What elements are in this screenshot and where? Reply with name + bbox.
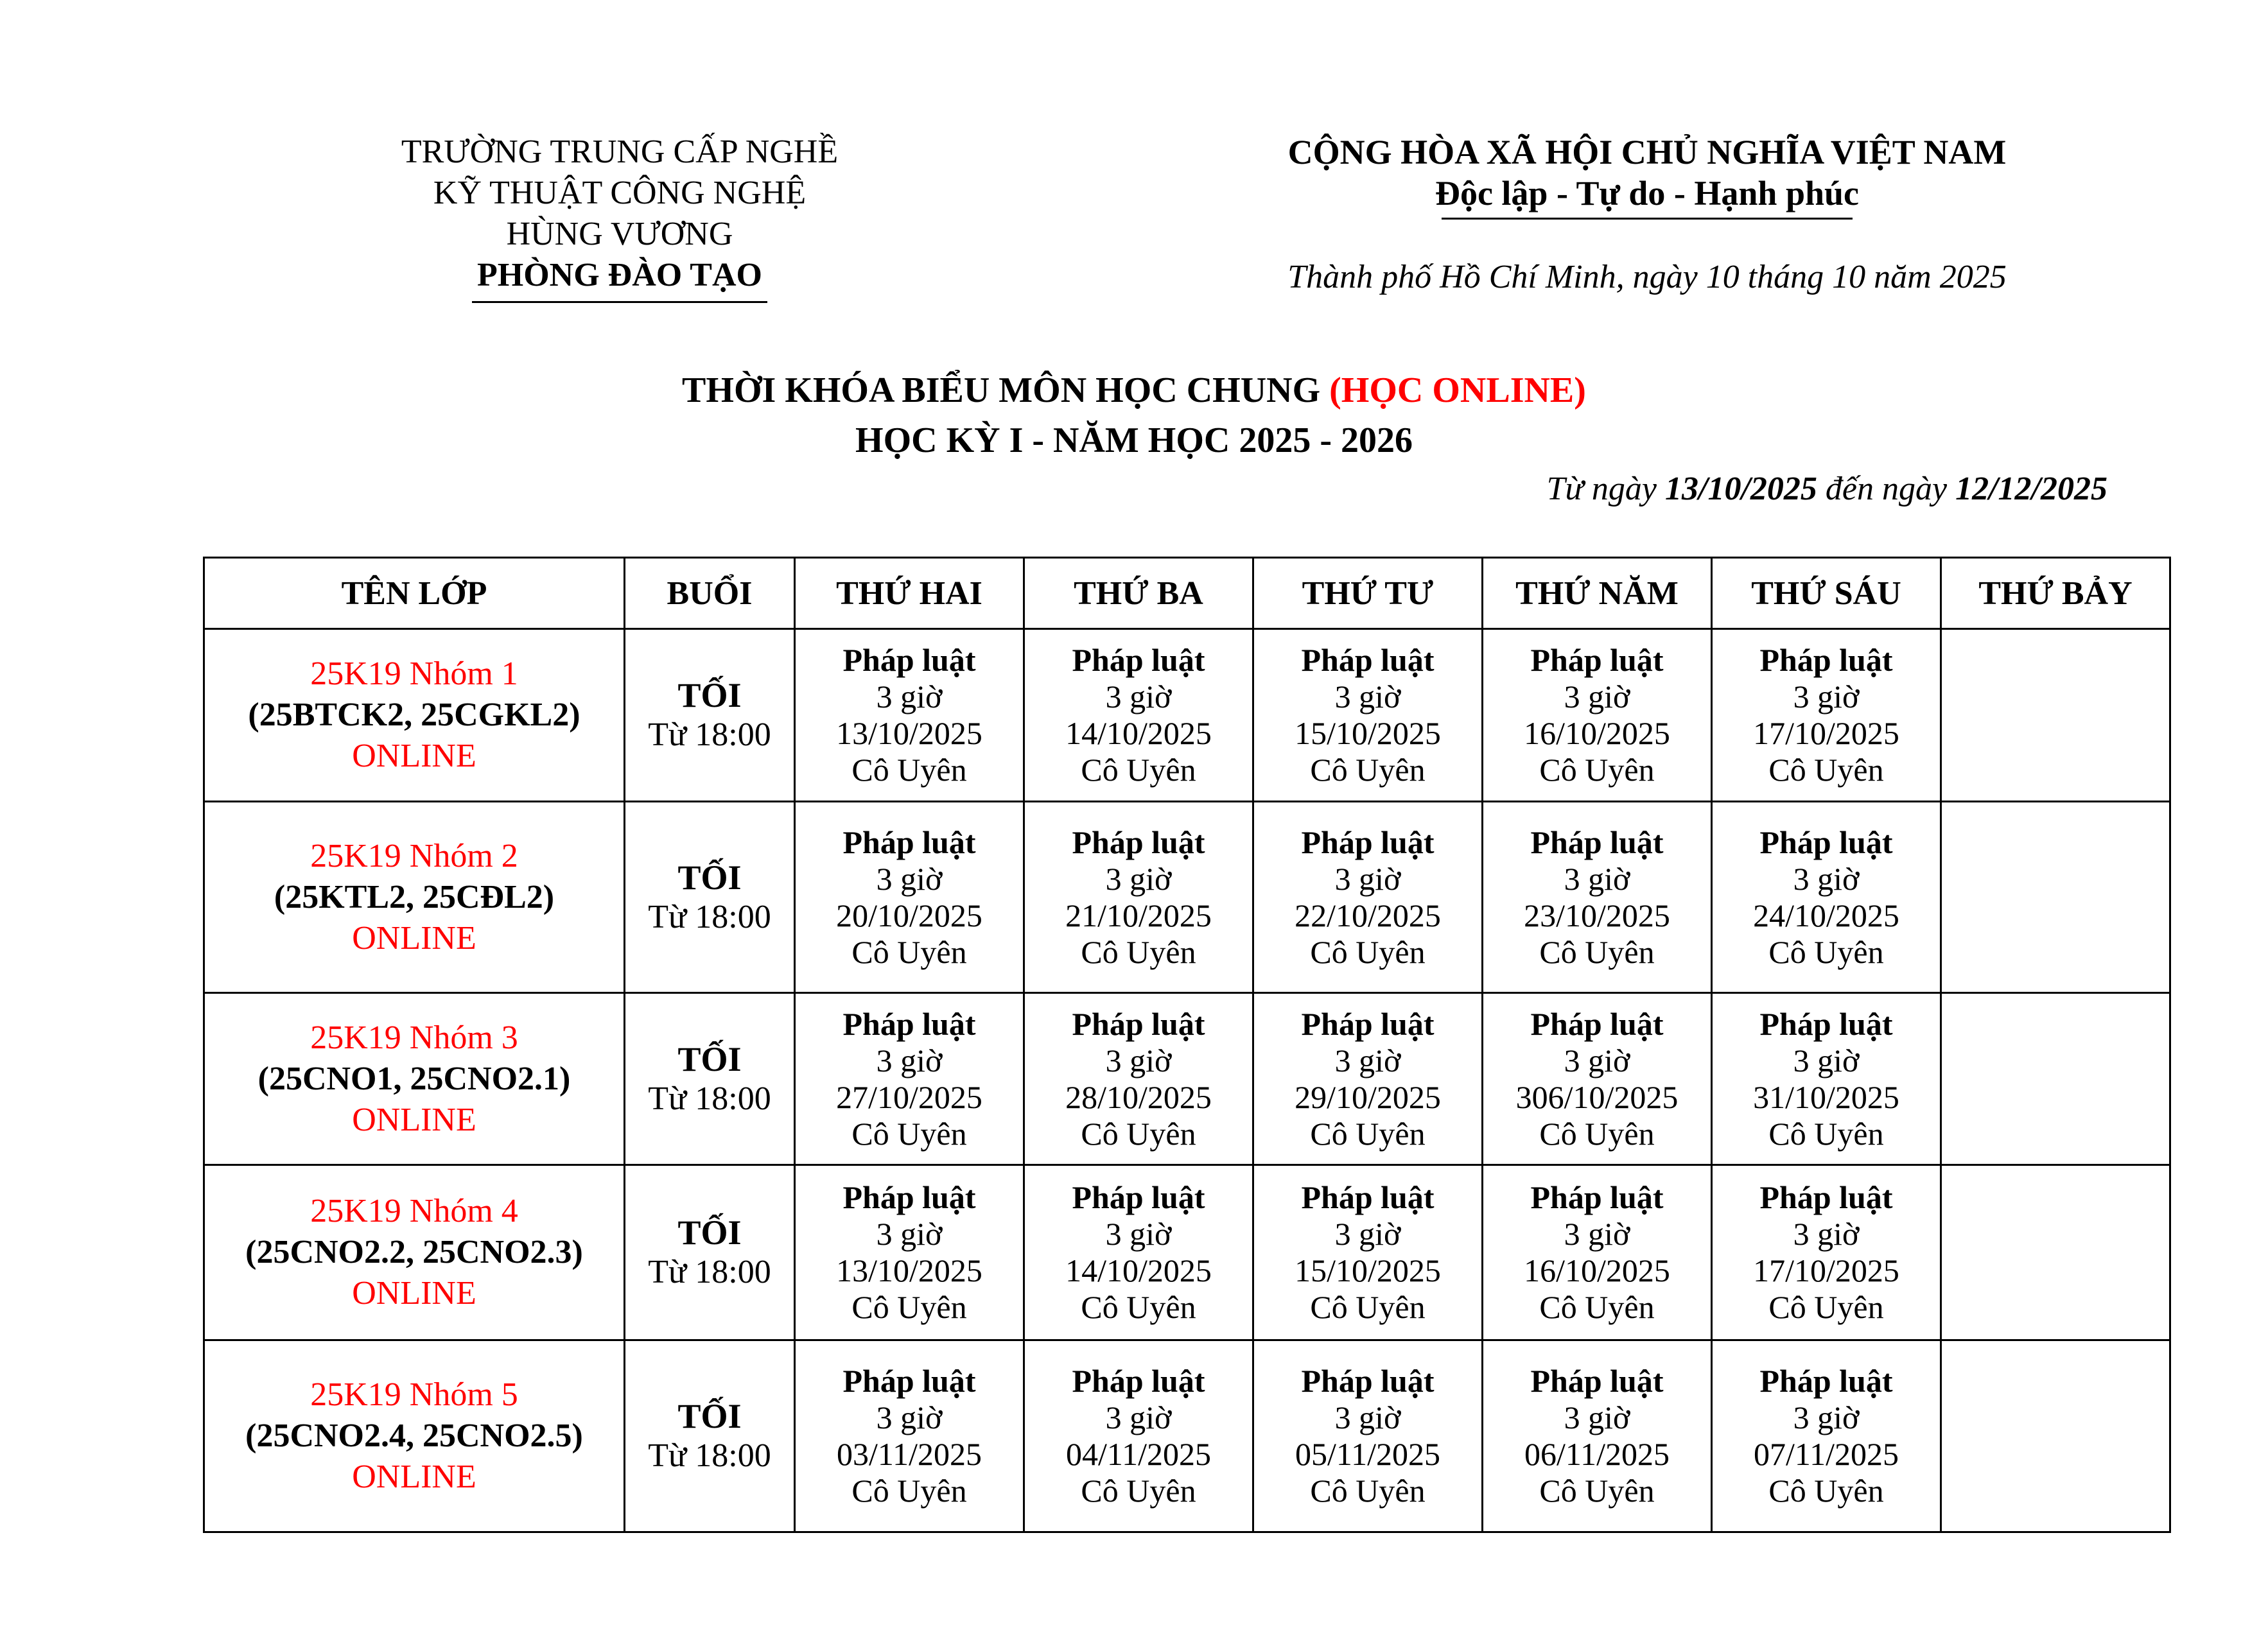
lesson-date: 14/10/2025 [1065, 1252, 1212, 1288]
column-header: THỨ NĂM [1483, 558, 1712, 629]
table-row [204, 629, 2170, 802]
subject: Pháp luật [1759, 824, 1893, 860]
hours: 3 giờ [1105, 1042, 1172, 1078]
lesson-date: 27/10/2025 [836, 1078, 982, 1115]
table-header-row [204, 558, 2170, 629]
hours: 3 giờ [1564, 679, 1630, 715]
subject: Pháp luật [1759, 642, 1893, 678]
school-name-line2: KỸ THUẬT CÔNG NGHỆ [433, 175, 807, 211]
teacher: Cô Uyên [1081, 1289, 1196, 1325]
teacher: Cô Uyên [851, 933, 967, 970]
day-cell [1483, 629, 1712, 802]
school-name-line1: TRƯỜNG TRUNG CẤP NGHỀ [401, 134, 839, 170]
teacher: Cô Uyên [1310, 1473, 1426, 1509]
class-codes: (25KTL2, 25CĐL2) [274, 878, 555, 915]
session-cell [625, 1165, 795, 1340]
subject: Pháp luật [1072, 642, 1205, 678]
day-cell [1483, 1165, 1712, 1340]
teacher: Cô Uyên [851, 1473, 967, 1509]
hours: 3 giờ [1793, 1399, 1860, 1435]
class-cell [204, 629, 625, 802]
subject: Pháp luật [1301, 824, 1435, 860]
lesson-date: 306/10/2025 [1515, 1078, 1679, 1115]
teacher: Cô Uyên [1768, 1473, 1884, 1509]
teacher: Cô Uyên [1081, 933, 1196, 970]
class-mode: ONLINE [352, 919, 476, 957]
session-time: Từ 18:00 [648, 716, 771, 753]
subject: Pháp luật [1301, 1363, 1435, 1399]
lesson-date: 20/10/2025 [836, 897, 982, 933]
day-cell [1253, 1340, 1483, 1532]
subject: Pháp luật [1530, 1363, 1664, 1399]
lesson-date: 07/11/2025 [1754, 1436, 1899, 1472]
subject: Pháp luật [842, 824, 976, 860]
subject: Pháp luật [842, 1179, 976, 1215]
class-codes: (25CNO2.4, 25CNO2.5) [245, 1417, 583, 1454]
hours: 3 giờ [1793, 860, 1860, 897]
teacher: Cô Uyên [1539, 933, 1655, 970]
day-cell [1024, 1165, 1253, 1340]
class-cell [204, 1340, 625, 1532]
lesson-date: 03/11/2025 [837, 1436, 982, 1472]
column-header: THỨ BẢY [1941, 558, 2170, 629]
hours: 3 giờ [1334, 1216, 1401, 1252]
national-header [1207, 132, 2087, 298]
lesson-date: 13/10/2025 [836, 1252, 982, 1288]
table-row [204, 993, 2170, 1165]
day-cell [795, 802, 1024, 993]
day-cell-empty [1941, 993, 2170, 1165]
hours: 3 giờ [876, 860, 943, 897]
session-cell [625, 629, 795, 802]
lesson-date: 22/10/2025 [1295, 897, 1441, 933]
table-row [204, 802, 2170, 993]
day-cell-empty [1941, 1165, 2170, 1340]
teacher: Cô Uyên [1768, 1115, 1884, 1152]
day-cell-empty [1941, 802, 2170, 993]
session-time: Từ 18:00 [648, 1080, 771, 1117]
subject: Pháp luật [1072, 824, 1205, 860]
subject: Pháp luật [1530, 1179, 1664, 1215]
document-term: HỌC KỲ I - NĂM HỌC 2025 - 2026 [855, 420, 1413, 460]
lesson-date: 24/10/2025 [1753, 897, 1899, 933]
date-range [1547, 470, 2107, 508]
teacher: Cô Uyên [1310, 1115, 1426, 1152]
subject: Pháp luật [842, 642, 976, 678]
subject: Pháp luật [1759, 1363, 1893, 1399]
lesson-date: 29/10/2025 [1295, 1078, 1441, 1115]
day-cell [1253, 629, 1483, 802]
schedule-table [203, 557, 2171, 1533]
teacher: Cô Uyên [1539, 1473, 1655, 1509]
class-cell [204, 993, 625, 1165]
motto-underline [1442, 218, 1853, 220]
subject: Pháp luật [1072, 1005, 1205, 1042]
day-cell [1253, 993, 1483, 1165]
lesson-date: 06/11/2025 [1524, 1436, 1670, 1472]
day-cell [1024, 629, 1253, 802]
title-main: THỜI KHÓA BIỂU MÔN HỌC CHUNG [682, 370, 1330, 410]
class-name: 25K19 Nhóm 2 [310, 837, 518, 874]
national-title: CỘNG HÒA XÃ HỘI CHỦ NGHĨA VIỆT NAM [1287, 133, 2007, 171]
date-range-from: 13/10/2025 [1665, 471, 1817, 507]
subject: Pháp luật [1072, 1179, 1205, 1215]
subject: Pháp luật [1530, 642, 1664, 678]
session-name: TỐI [677, 1397, 742, 1435]
column-header: THỨ BA [1024, 558, 1253, 629]
day-cell [1712, 1340, 1941, 1532]
column-header: BUỔI [625, 558, 795, 629]
class-name: 25K19 Nhóm 3 [310, 1019, 518, 1056]
day-cell [795, 1340, 1024, 1532]
class-name: 25K19 Nhóm 4 [310, 1193, 518, 1229]
teacher: Cô Uyên [1310, 752, 1426, 788]
lesson-date: 31/10/2025 [1753, 1078, 1899, 1115]
day-cell [1712, 993, 1941, 1165]
teacher: Cô Uyên [1081, 1473, 1196, 1509]
subject: Pháp luật [1072, 1363, 1205, 1399]
table-row [204, 1340, 2170, 1532]
hours: 3 giờ [876, 1399, 943, 1435]
day-cell [1024, 1340, 1253, 1532]
class-cell [204, 1165, 625, 1340]
lesson-date: 14/10/2025 [1065, 715, 1212, 751]
teacher: Cô Uyên [1768, 933, 1884, 970]
class-codes: (25CNO1, 25CNO2.1) [257, 1060, 571, 1097]
day-cell [1712, 802, 1941, 993]
hours: 3 giờ [1334, 860, 1401, 897]
hours: 3 giờ [1105, 679, 1172, 715]
hours: 3 giờ [876, 679, 943, 715]
session-cell [625, 802, 795, 993]
column-header: THỨ HAI [795, 558, 1024, 629]
class-codes: (25BTCK2, 25CGKL2) [248, 697, 580, 733]
teacher: Cô Uyên [1539, 752, 1655, 788]
document-title [0, 370, 2268, 411]
day-cell [795, 629, 1024, 802]
hours: 3 giờ [1564, 1216, 1630, 1252]
day-cell [795, 993, 1024, 1165]
date-range-to-label: đến ngày [1817, 471, 1956, 507]
day-cell [795, 1165, 1024, 1340]
class-codes: (25CNO2.2, 25CNO2.3) [245, 1234, 583, 1270]
lesson-date: 13/10/2025 [836, 715, 982, 751]
subject: Pháp luật [1530, 1005, 1664, 1042]
hours: 3 giờ [1105, 1399, 1172, 1435]
class-mode: ONLINE [352, 1275, 476, 1312]
subject: Pháp luật [1530, 824, 1664, 860]
hours: 3 giờ [1334, 679, 1401, 715]
hours: 3 giờ [1793, 1042, 1860, 1078]
subject: Pháp luật [1301, 642, 1435, 678]
day-cell [1253, 802, 1483, 993]
class-mode: ONLINE [352, 1101, 476, 1138]
lesson-date: 21/10/2025 [1065, 897, 1212, 933]
day-cell-empty [1941, 1340, 2170, 1532]
session-name: TỐI [677, 1213, 742, 1252]
national-motto: Độc lập - Tự do - Hạnh phúc [1435, 174, 1860, 212]
school-name-line3: HÙNG VƯƠNG [506, 216, 733, 252]
subject: Pháp luật [1759, 1005, 1893, 1042]
hours: 3 giờ [1564, 1042, 1630, 1078]
hours: 3 giờ [1105, 1216, 1172, 1252]
teacher: Cô Uyên [851, 1115, 967, 1152]
teacher: Cô Uyên [1768, 752, 1884, 788]
day-cell [1253, 1165, 1483, 1340]
day-cell [1483, 1340, 1712, 1532]
class-name: 25K19 Nhóm 5 [310, 1376, 518, 1413]
lesson-date: 15/10/2025 [1295, 715, 1441, 751]
teacher: Cô Uyên [1539, 1289, 1655, 1325]
hours: 3 giờ [1564, 1399, 1630, 1435]
class-mode: ONLINE [352, 1459, 476, 1495]
hours: 3 giờ [876, 1042, 943, 1078]
department-underline [472, 301, 767, 303]
document-dateline: Thành phố Hồ Chí Minh, ngày 10 tháng 10 năm 2025 [1287, 259, 2007, 295]
teacher: Cô Uyên [851, 1289, 967, 1325]
session-time: Từ 18:00 [648, 898, 771, 935]
hours: 3 giờ [1793, 1216, 1860, 1252]
lesson-date: 16/10/2025 [1524, 1252, 1670, 1288]
teacher: Cô Uyên [1081, 1115, 1196, 1152]
class-cell [204, 802, 625, 993]
hours: 3 giờ [1793, 679, 1860, 715]
table-row [204, 1165, 2170, 1340]
teacher: Cô Uyên [1539, 1115, 1655, 1152]
session-time: Từ 18:00 [648, 1254, 771, 1290]
lesson-date: 15/10/2025 [1295, 1252, 1441, 1288]
title-highlight: (HỌC ONLINE) [1329, 370, 1586, 410]
teacher: Cô Uyên [851, 752, 967, 788]
class-mode: ONLINE [352, 738, 476, 774]
day-cell [1024, 802, 1253, 993]
day-cell-empty [1941, 629, 2170, 802]
lesson-date: 17/10/2025 [1753, 715, 1899, 751]
day-cell [1483, 802, 1712, 993]
subject: Pháp luật [1759, 1179, 1893, 1215]
subject: Pháp luật [842, 1363, 976, 1399]
session-cell [625, 1340, 795, 1532]
session-time: Từ 18:00 [648, 1437, 771, 1474]
department-name: PHÒNG ĐÀO TẠO [477, 257, 762, 293]
subject: Pháp luật [842, 1005, 976, 1042]
session-name: TỐI [677, 1039, 742, 1078]
lesson-date: 04/11/2025 [1066, 1436, 1211, 1472]
hours: 3 giờ [1564, 860, 1630, 897]
day-cell [1712, 629, 1941, 802]
session-name: TỐI [677, 858, 742, 897]
day-cell [1024, 993, 1253, 1165]
column-header: THỨ SÁU [1712, 558, 1941, 629]
date-range-to: 12/12/2025 [1955, 471, 2107, 507]
teacher: Cô Uyên [1768, 1289, 1884, 1325]
column-header: TÊN LỚP [204, 558, 625, 629]
session-name: TỐI [677, 676, 742, 715]
hours: 3 giờ [1334, 1042, 1401, 1078]
subject: Pháp luật [1301, 1179, 1435, 1215]
teacher: Cô Uyên [1310, 1289, 1426, 1325]
school-header [321, 132, 918, 303]
hours: 3 giờ [1334, 1399, 1401, 1435]
subject: Pháp luật [1301, 1005, 1435, 1042]
lesson-date: 23/10/2025 [1524, 897, 1670, 933]
day-cell [1712, 1165, 1941, 1340]
date-range-from-label: Từ ngày [1546, 471, 1666, 507]
hours: 3 giờ [876, 1216, 943, 1252]
day-cell [1483, 993, 1712, 1165]
lesson-date: 28/10/2025 [1065, 1078, 1212, 1115]
hours: 3 giờ [1105, 860, 1172, 897]
class-name: 25K19 Nhóm 1 [310, 655, 518, 692]
lesson-date: 17/10/2025 [1753, 1252, 1899, 1288]
column-header: THỨ TƯ [1253, 558, 1483, 629]
teacher: Cô Uyên [1310, 933, 1426, 970]
session-cell [625, 993, 795, 1165]
lesson-date: 16/10/2025 [1524, 715, 1670, 751]
teacher: Cô Uyên [1081, 752, 1196, 788]
lesson-date: 05/11/2025 [1295, 1436, 1440, 1472]
